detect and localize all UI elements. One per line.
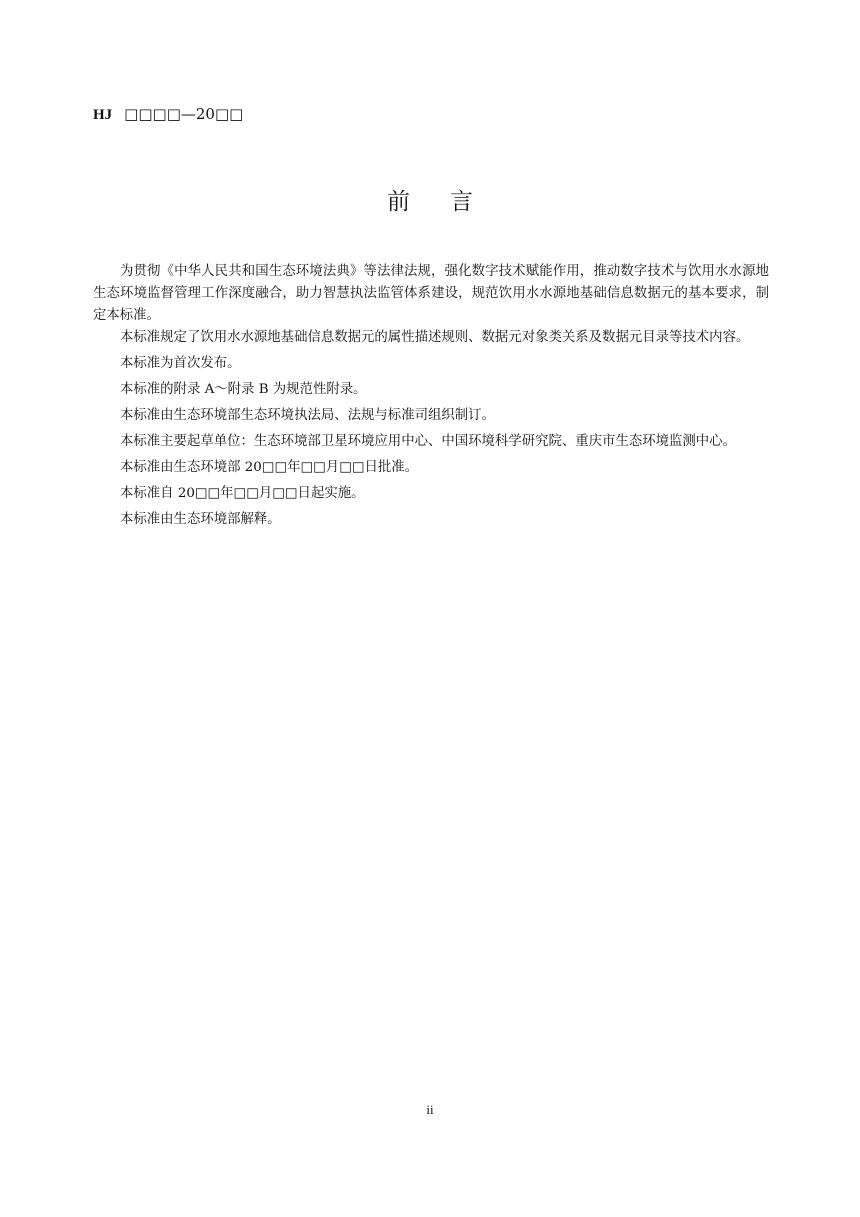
paragraph: 为贯彻《中华人民共和国生态环境法典》等法律法规，强化数字技术赋能作用，推动数字技术与饮用水水源地生态环境监督管理工作深度融合，助力智慧执法监管体系建设，规范饮用水水源地基础信息数据元的基本要求，制定本标准。 [93,264,769,323]
standard-code: HJ [93,107,113,123]
paragraph: 本标准由生态环境部生态环境执法局、法规与标准司组织制订。 [120,408,495,423]
preface-body [93,261,769,531]
title-char-2: 言 [450,189,473,215]
paragraph: 本标准为首次发布。 [120,356,241,371]
paragraph: 本标准由生态环境部 20□□年□□月□□日批准。 [120,460,419,475]
paragraph: 本标准自 20□□年□□月□□日起实施。 [120,486,365,501]
paragraph: 本标准的附录 A～附录 B 为规范性附录。 [120,382,367,397]
paragraph: 本标准规定了饮用水水源地基础信息数据元的属性描述规则、数据元对象类关系及数据元目录等技术内容。 [120,330,750,345]
title-char-1: 前 [387,189,410,215]
paragraph: 本标准主要起草单位：生态环境部卫星环境应用中心、中国环境科学研究院、重庆市生态环境监测中心。 [120,434,736,449]
document-header [93,104,243,125]
page-number: ii [426,1102,434,1117]
paragraph: 本标准由生态环境部解释。 [120,512,281,527]
page-title [0,187,860,217]
standard-number: □□□□—20□□ [124,105,244,123]
